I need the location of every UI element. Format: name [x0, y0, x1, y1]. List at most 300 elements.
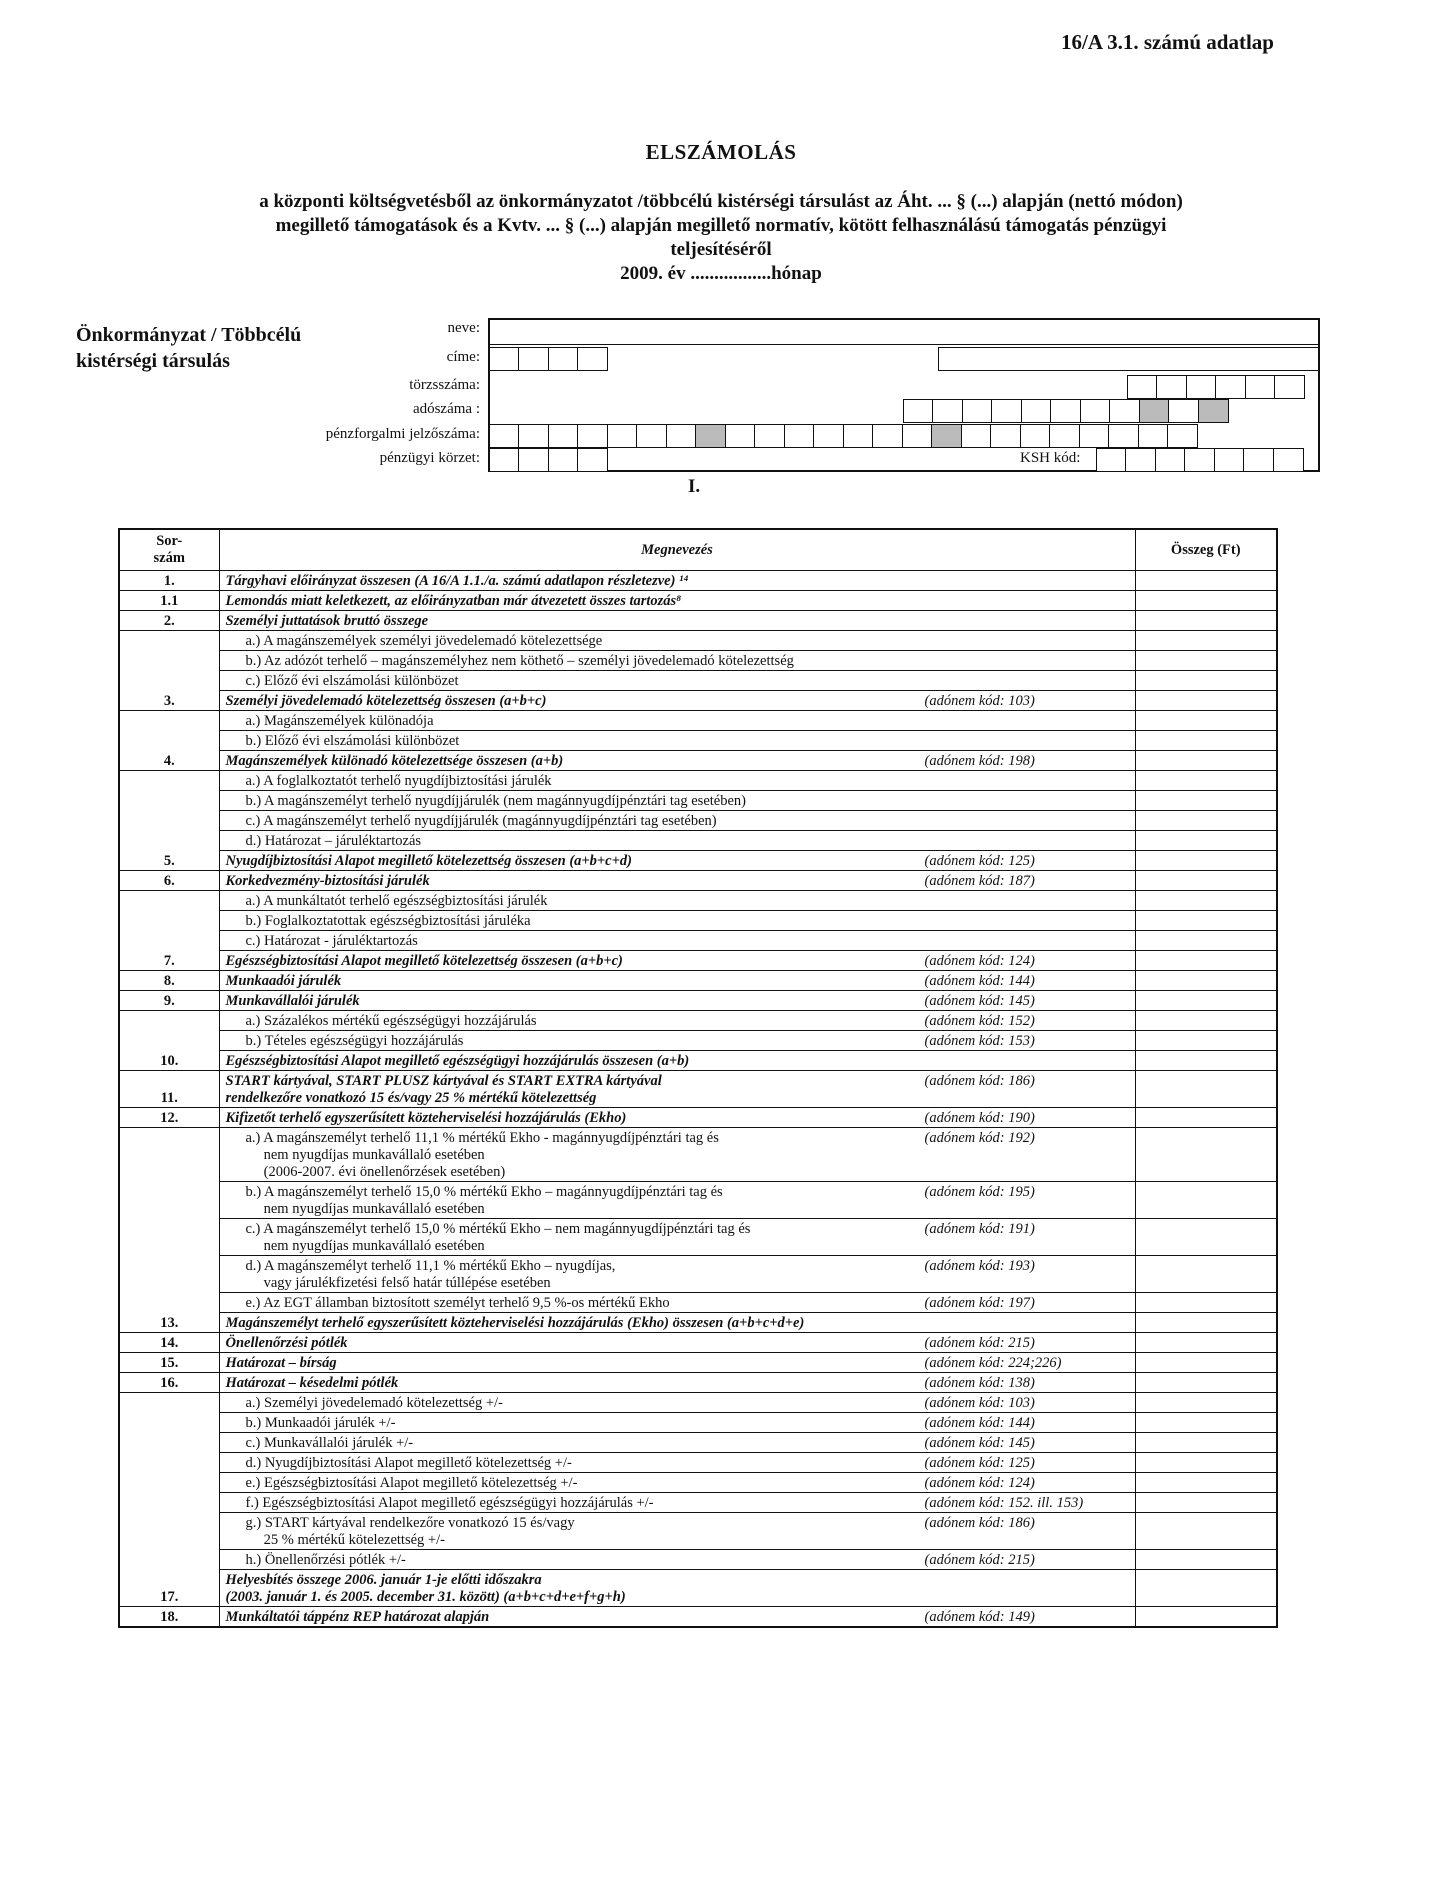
row-number: 15. [119, 1353, 219, 1373]
tax-code: (adónem kód: 144) [924, 973, 1035, 989]
amount-cell[interactable] [1135, 1433, 1277, 1453]
row-label: e.) Az EGT államban biztosított személyt terhelő 9,5 %-os mértékű Ekho [245, 1295, 670, 1311]
amount-cell[interactable] [1135, 931, 1277, 951]
row-number [119, 731, 219, 751]
document-subtitle [150, 190, 1292, 286]
tax-code: (adónem kód: 152. ill. 153) [924, 1495, 1084, 1511]
row-number [119, 631, 219, 651]
name-field[interactable] [488, 318, 1320, 345]
row-label: e.) Egészségbiztosítási Alapot megillető kötelezettség +/- [245, 1475, 578, 1491]
amount-cell[interactable] [1135, 691, 1277, 711]
amount-cell[interactable] [1135, 731, 1277, 751]
row-label: Korkedvezmény-biztosítási járulék [225, 873, 430, 889]
entry-cell[interactable] [962, 399, 993, 423]
entry-cell[interactable] [548, 448, 579, 472]
entity-title [76, 322, 301, 374]
tax-code: (adónem kód: 197) [924, 1295, 1035, 1311]
row-label: Határozat – bírság [225, 1355, 337, 1371]
tax-code: (adónem kód: 191) [924, 1221, 1035, 1237]
row-label: Személyi jövedelemadó kötelezettség összesen (a+b+c) [225, 693, 547, 709]
row-number [119, 711, 219, 731]
section-number: I. [688, 476, 701, 497]
row-label: g.) START kártyával rendelkezőre vonatkozó 15 és/vagy 25 % mértékű kötelezettség +/- [245, 1515, 575, 1548]
row-label: Munkavállalói járulék [225, 993, 360, 1009]
row-label: c.) Határozat - járuléktartozás [245, 933, 418, 949]
row-description [219, 711, 1135, 731]
entry-cell[interactable] [607, 424, 638, 448]
row-label: c.) A magánszemélyt terhelő 15,0 % mértékű Ekho – nem magánnyugdíjpénztári tag és nem nyugdíjas munkavállaló esetében [245, 1221, 751, 1254]
row-description [219, 851, 1135, 871]
row-label: d.) A magánszemélyt terhelő 11,1 % mértékű Ekho – nyugdíjas, vagy járulékfizetési felső határ túllépése esetében [245, 1258, 616, 1291]
entry-cell[interactable] [489, 347, 520, 371]
row-description [219, 1256, 1135, 1293]
entry-cell[interactable] [1243, 448, 1274, 472]
table-row [119, 991, 1277, 1011]
amount-cell[interactable] [1135, 1413, 1277, 1433]
table-row [119, 1570, 1277, 1607]
row-description [219, 731, 1135, 751]
row-number [119, 931, 219, 951]
table-row [119, 891, 1277, 911]
tax-code: (adónem kód: 124) [924, 1475, 1035, 1491]
entry-cell[interactable] [725, 424, 756, 448]
entry-cell[interactable] [518, 347, 549, 371]
table-row [119, 871, 1277, 891]
table-row [119, 1550, 1277, 1570]
amount-cell[interactable] [1135, 1219, 1277, 1256]
amount-cell[interactable] [1135, 1182, 1277, 1219]
entry-cell[interactable] [813, 424, 844, 448]
entry-cell[interactable] [577, 347, 608, 371]
table-row [119, 1219, 1277, 1256]
entry-cell[interactable] [1108, 424, 1139, 448]
amount-cell[interactable] [1135, 671, 1277, 691]
row-label: Tárgyhavi előirányzat összesen (A 16/A 1.1./a. számú adatlapon részletezve) ¹⁴ [225, 573, 689, 589]
table-row [119, 791, 1277, 811]
row-label: c.) Előző évi elszámolási különbözet [245, 673, 459, 689]
ksh-cells[interactable] [1097, 448, 1304, 472]
row-description [219, 1453, 1135, 1473]
entry-cell[interactable] [1021, 399, 1052, 423]
entry-cell[interactable] [1245, 375, 1276, 399]
table-row [119, 1182, 1277, 1219]
row-number [119, 1293, 219, 1313]
table-row [119, 951, 1277, 971]
tax-code: (adónem kód: 144) [924, 1415, 1035, 1431]
subtitle-line: megillető támogatások és a Kvtv. ... § (...) alapján megillető normatív, kötött felhasználású támogatás pénzügyi [275, 215, 1167, 236]
entry-cell[interactable] [1138, 424, 1169, 448]
entry-cell[interactable] [872, 424, 903, 448]
row-number [119, 1473, 219, 1493]
amount-cell[interactable] [1135, 1071, 1277, 1108]
district-cells[interactable] [490, 448, 608, 472]
row-description [219, 1293, 1135, 1313]
header-num: Sor- szám [119, 529, 219, 571]
amount-cell[interactable] [1135, 871, 1277, 891]
row-number [119, 1128, 219, 1182]
row-label: b.) A magánszemélyt terhelő 15,0 % mértékű Ekho – magánnyugdíjpénztári tag és nem nyugdíjas munkavállaló esetében [245, 1184, 723, 1217]
table-row [119, 711, 1277, 731]
table-row [119, 671, 1277, 691]
table-row [119, 1473, 1277, 1493]
row-label: b.) Foglalkoztatottak egészségbiztosítási járuléka [245, 913, 531, 929]
table-row [119, 751, 1277, 771]
table-row [119, 1313, 1277, 1333]
amount-cell[interactable] [1135, 771, 1277, 791]
entry-cell[interactable] [903, 399, 934, 423]
row-number: 7. [119, 951, 219, 971]
subtitle-period: 2009. év .................hónap [620, 263, 822, 284]
amount-cell[interactable] [1135, 1128, 1277, 1182]
entry-cell[interactable] [1079, 424, 1110, 448]
entry-cell[interactable] [991, 399, 1022, 423]
entry-cell[interactable] [489, 448, 520, 472]
entry-cell[interactable] [931, 424, 962, 448]
amount-cell[interactable] [1135, 911, 1277, 931]
row-description [219, 991, 1135, 1011]
row-label: a.) A munkáltatót terhelő egészségbiztosítási járulék [245, 893, 548, 909]
row-number [119, 671, 219, 691]
row-number [119, 1256, 219, 1293]
entry-cell[interactable] [1184, 448, 1215, 472]
entry-cell[interactable] [961, 424, 992, 448]
tax-code: (adónem kód: 125) [924, 1455, 1035, 1471]
amount-cell[interactable] [1135, 1011, 1277, 1031]
row-description [219, 911, 1135, 931]
subtitle-line: a központi költségvetésből az önkormányzatot /többcélú kistérségi társulást az Áht. ... § (...) alapján (nettó módon) [259, 191, 1183, 212]
amount-cell[interactable] [1135, 1513, 1277, 1550]
row-label: Egészségbiztosítási Alapot megillető egészségügyi hozzájárulás összesen (a+b) [225, 1053, 690, 1069]
row-number [119, 1031, 219, 1051]
row-number: 16. [119, 1373, 219, 1393]
amount-cell[interactable] [1135, 1473, 1277, 1493]
entry-cell[interactable] [636, 424, 667, 448]
entry-cell[interactable] [1050, 399, 1081, 423]
row-number [119, 1513, 219, 1550]
row-label: f.) Egészségbiztosítási Alapot megillető egészségügyi hozzájárulás +/- [245, 1495, 654, 1511]
table-row [119, 811, 1277, 831]
amount-cell[interactable] [1135, 971, 1277, 991]
entry-cell[interactable] [548, 347, 579, 371]
address-field[interactable] [938, 347, 1320, 371]
amount-cell[interactable] [1135, 611, 1277, 631]
row-label: c.) A magánszemélyt terhelő nyugdíjjárulék (magánnyugdíjpénztári tag esetében) [245, 813, 717, 829]
row-number: 1. [119, 571, 219, 591]
registry-cells[interactable] [1128, 375, 1305, 399]
tax-code: (adónem kód: 193) [924, 1258, 1035, 1274]
amount-cell[interactable] [1135, 951, 1277, 971]
entry-cell[interactable] [518, 448, 549, 472]
tax-code: (adónem kód: 145) [924, 993, 1035, 1009]
tax-code: (adónem kód: 153) [924, 1033, 1035, 1049]
row-description [219, 631, 1135, 651]
row-number [119, 1393, 219, 1413]
row-description [219, 1071, 1135, 1108]
entry-cell[interactable] [1020, 424, 1051, 448]
table-row [119, 1128, 1277, 1182]
entry-cell[interactable] [1274, 375, 1305, 399]
entry-cell[interactable] [1186, 375, 1217, 399]
entry-cell[interactable] [1168, 399, 1199, 423]
row-number: 2. [119, 611, 219, 631]
address-zip-cells[interactable] [490, 347, 608, 371]
row-label: a.) A magánszemélyt terhelő 11,1 % mértékű Ekho - magánnyugdíjpénztári tag és nem nyugdíjas munkavállaló esetében (2006-2007. évi önellenőrzések esetében) [245, 1130, 719, 1180]
amount-cell[interactable] [1135, 571, 1277, 591]
tax-code: (adónem kód: 190) [924, 1110, 1035, 1126]
row-label: Egészségbiztosítási Alapot megillető kötelezettség összesen (a+b+c) [225, 953, 623, 969]
table-row [119, 691, 1277, 711]
row-number [119, 1413, 219, 1433]
row-description [219, 591, 1135, 611]
row-description [219, 751, 1135, 771]
row-description [219, 1373, 1135, 1393]
amount-cell[interactable] [1135, 1570, 1277, 1607]
entry-cell[interactable] [1127, 375, 1158, 399]
entry-cell[interactable] [1167, 424, 1198, 448]
row-description [219, 691, 1135, 711]
entry-cell[interactable] [784, 424, 815, 448]
row-description [219, 1393, 1135, 1413]
entry-cell[interactable] [489, 424, 520, 448]
row-label: Kifizetőt terhelő egyszerűsített közteherviselési hozzájárulás (Ekho) [225, 1110, 627, 1126]
row-number [119, 911, 219, 931]
row-description [219, 771, 1135, 791]
table-row [119, 1353, 1277, 1373]
tax-code: (adónem kód: 124) [924, 953, 1035, 969]
tax-code: (adónem kód: 186) [924, 1073, 1035, 1089]
row-label: b.) Munkaadói járulék +/- [245, 1415, 396, 1431]
entry-cell[interactable] [902, 424, 933, 448]
row-number: 12. [119, 1108, 219, 1128]
row-description [219, 1413, 1135, 1433]
amount-cell[interactable] [1135, 1108, 1277, 1128]
entry-cell[interactable] [1156, 375, 1187, 399]
amount-cell[interactable] [1135, 991, 1277, 1011]
entry-cell[interactable] [1273, 448, 1304, 472]
table-row [119, 851, 1277, 871]
tax-code: (adónem kód: 192) [924, 1130, 1035, 1146]
entry-cell[interactable] [1215, 375, 1246, 399]
entry-cell[interactable] [1139, 399, 1170, 423]
amount-cell[interactable] [1135, 851, 1277, 871]
amount-cell[interactable] [1135, 711, 1277, 731]
row-label: Magánszemélyek különadó kötelezettsége összesen (a+b) [225, 753, 564, 769]
row-number [119, 1493, 219, 1513]
row-number [119, 651, 219, 671]
row-label: Lemondás miatt keletkezett, az előirányzatban már átvezetett összes tartozás⁸ [225, 593, 682, 609]
tax-code: (adónem kód: 187) [924, 873, 1035, 889]
row-description [219, 1108, 1135, 1128]
table-row [119, 1433, 1277, 1453]
tax-number-cells[interactable] [904, 399, 1229, 423]
table-row [119, 1071, 1277, 1108]
amount-cell[interactable] [1135, 1373, 1277, 1393]
amount-cell[interactable] [1135, 631, 1277, 651]
row-description [219, 1128, 1135, 1182]
table-row [119, 771, 1277, 791]
row-label: b.) Tételes egészségügyi hozzájárulás [245, 1033, 464, 1049]
entry-cell[interactable] [577, 448, 608, 472]
row-number [119, 1433, 219, 1453]
account-number-cells[interactable] [490, 424, 1198, 448]
entry-cell[interactable] [666, 424, 697, 448]
document-title: ELSZÁMOLÁS [645, 140, 797, 164]
row-number [119, 831, 219, 851]
entity-title-line: Önkormányzat / Többcélú [76, 324, 302, 346]
entry-cell[interactable] [1198, 399, 1229, 423]
entry-cell[interactable] [1049, 424, 1080, 448]
row-description [219, 891, 1135, 911]
amount-cell[interactable] [1135, 751, 1277, 771]
row-number: 5. [119, 851, 219, 871]
amount-cell[interactable] [1135, 1051, 1277, 1071]
row-label: d.) Nyugdíjbiztosítási Alapot megillető kötelezettség +/- [245, 1455, 572, 1471]
header-name: Megnevezés [219, 529, 1135, 571]
row-number: 8. [119, 971, 219, 991]
row-number [119, 1550, 219, 1570]
amount-cell[interactable] [1135, 1353, 1277, 1373]
table-row [119, 1607, 1277, 1627]
address-label: címe: [446, 349, 480, 365]
district-label: pénzügyi körzet: [379, 450, 480, 466]
row-description [219, 651, 1135, 671]
amount-cell[interactable] [1135, 1256, 1277, 1293]
row-label: Helyesbítés összege 2006. január 1-je előtti időszakra (2003. január 1. és 2005. december 31. között) (a+b+c+d+e+f+g+h) [225, 1572, 626, 1605]
amount-cell[interactable] [1135, 1607, 1277, 1627]
row-description [219, 1219, 1135, 1256]
row-description [219, 1031, 1135, 1051]
table-row [119, 1108, 1277, 1128]
amount-cell[interactable] [1135, 1493, 1277, 1513]
table-header-row [119, 529, 1277, 571]
row-description [219, 951, 1135, 971]
entry-cell[interactable] [548, 424, 579, 448]
table-row [119, 1256, 1277, 1293]
table-row [119, 1393, 1277, 1413]
entry-cell[interactable] [843, 424, 874, 448]
row-label: a.) Személyi jövedelemadó kötelezettség +/- [245, 1395, 503, 1411]
header-amount: Összeg (Ft) [1135, 529, 1277, 571]
row-label: a.) Magánszemélyek különadója [245, 713, 434, 729]
table-row [119, 1293, 1277, 1313]
row-label: d.) Határozat – járuléktartozás [245, 833, 422, 849]
row-description [219, 1011, 1135, 1031]
row-number: 11. [119, 1071, 219, 1108]
amount-cell[interactable] [1135, 1031, 1277, 1051]
row-label: Munkaadói járulék [225, 973, 342, 989]
entry-cell[interactable] [1096, 448, 1127, 472]
amount-cell[interactable] [1135, 1453, 1277, 1473]
row-number: 1.1 [119, 591, 219, 611]
entry-cell[interactable] [990, 424, 1021, 448]
subtitle-line: teljesítéséről [670, 239, 772, 260]
table-row [119, 631, 1277, 651]
row-description [219, 811, 1135, 831]
row-description [219, 871, 1135, 891]
entry-cell[interactable] [1125, 448, 1156, 472]
row-number: 10. [119, 1051, 219, 1071]
amount-cell[interactable] [1135, 1393, 1277, 1413]
entry-cell[interactable] [1155, 448, 1186, 472]
entry-cell[interactable] [932, 399, 963, 423]
amount-cell[interactable] [1135, 811, 1277, 831]
row-description [219, 1313, 1135, 1333]
row-number [119, 791, 219, 811]
tax-code: (adónem kód: 145) [924, 1435, 1035, 1451]
row-description [219, 671, 1135, 691]
row-number: 18. [119, 1607, 219, 1627]
amount-cell[interactable] [1135, 891, 1277, 911]
row-description [219, 1513, 1135, 1550]
row-label: Munkáltatói táppénz REP határozat alapján [225, 1608, 490, 1625]
form-id: 16/A 3.1. számú adatlap [1061, 30, 1274, 54]
table-row [119, 831, 1277, 851]
row-label: Személyi juttatások bruttó összege [225, 613, 429, 629]
row-number [119, 1219, 219, 1256]
row-description [219, 1182, 1135, 1219]
name-label: neve: [447, 320, 480, 336]
row-label: b.) Az adózót terhelő – magánszemélyhez nem köthető – személyi jövedelemadó kötelezettség [245, 653, 794, 669]
row-number [119, 891, 219, 911]
row-label: a.) A magánszemélyek személyi jövedelemadó kötelezettsége [245, 633, 603, 649]
tax-code: (adónem kód: 138) [924, 1375, 1035, 1391]
entry-cell[interactable] [518, 424, 549, 448]
amount-cell[interactable] [1135, 791, 1277, 811]
row-number: 3. [119, 691, 219, 711]
ksh-label: KSH kód: [1020, 450, 1081, 466]
amount-cell[interactable] [1135, 831, 1277, 851]
row-number [119, 1011, 219, 1031]
row-number: 6. [119, 871, 219, 891]
tax-code: (adónem kód: 198) [924, 753, 1035, 769]
table-row [119, 611, 1277, 631]
entry-cell[interactable] [1214, 448, 1245, 472]
row-description [219, 1433, 1135, 1453]
row-description [219, 1051, 1135, 1071]
amount-cell[interactable] [1135, 651, 1277, 671]
row-description [219, 971, 1135, 991]
amount-cell[interactable] [1135, 1293, 1277, 1313]
tax-code: (adónem kód: 186) [924, 1515, 1035, 1531]
entry-cell[interactable] [577, 424, 608, 448]
entry-cell[interactable] [1080, 399, 1111, 423]
row-label: START kártyával, START PLUSZ kártyával és START EXTRA kártyával rendelkezőre vonatkozó 15 és/vagy 25 % mértékű kötelezettség [225, 1073, 662, 1106]
registry-label: törzsszáma: [409, 377, 480, 393]
amount-cell[interactable] [1135, 591, 1277, 611]
amount-cell[interactable] [1135, 1313, 1277, 1333]
amount-cell[interactable] [1135, 1333, 1277, 1353]
entry-cell[interactable] [754, 424, 785, 448]
row-description [219, 1473, 1135, 1493]
table-row [119, 1333, 1277, 1353]
row-label: b.) A magánszemélyt terhelő nyugdíjjárulék (nem magánnyugdíjpénztári tag esetében) [245, 793, 746, 809]
row-description [219, 1493, 1135, 1513]
table-row [119, 911, 1277, 931]
row-number [119, 1182, 219, 1219]
table-row [119, 731, 1277, 751]
table-row [119, 971, 1277, 991]
row-label: a.) A foglalkoztatót terhelő nyugdíjbiztosítási járulék [245, 773, 552, 789]
row-description [219, 611, 1135, 631]
entry-cell[interactable] [695, 424, 726, 448]
row-number: 14. [119, 1333, 219, 1353]
tax-code: (adónem kód: 152) [924, 1013, 1035, 1029]
entry-cell[interactable] [1109, 399, 1140, 423]
row-label: Határozat – késedelmi pótlék [225, 1375, 399, 1391]
amount-cell[interactable] [1135, 1550, 1277, 1570]
table-row [119, 1031, 1277, 1051]
row-description [219, 931, 1135, 951]
